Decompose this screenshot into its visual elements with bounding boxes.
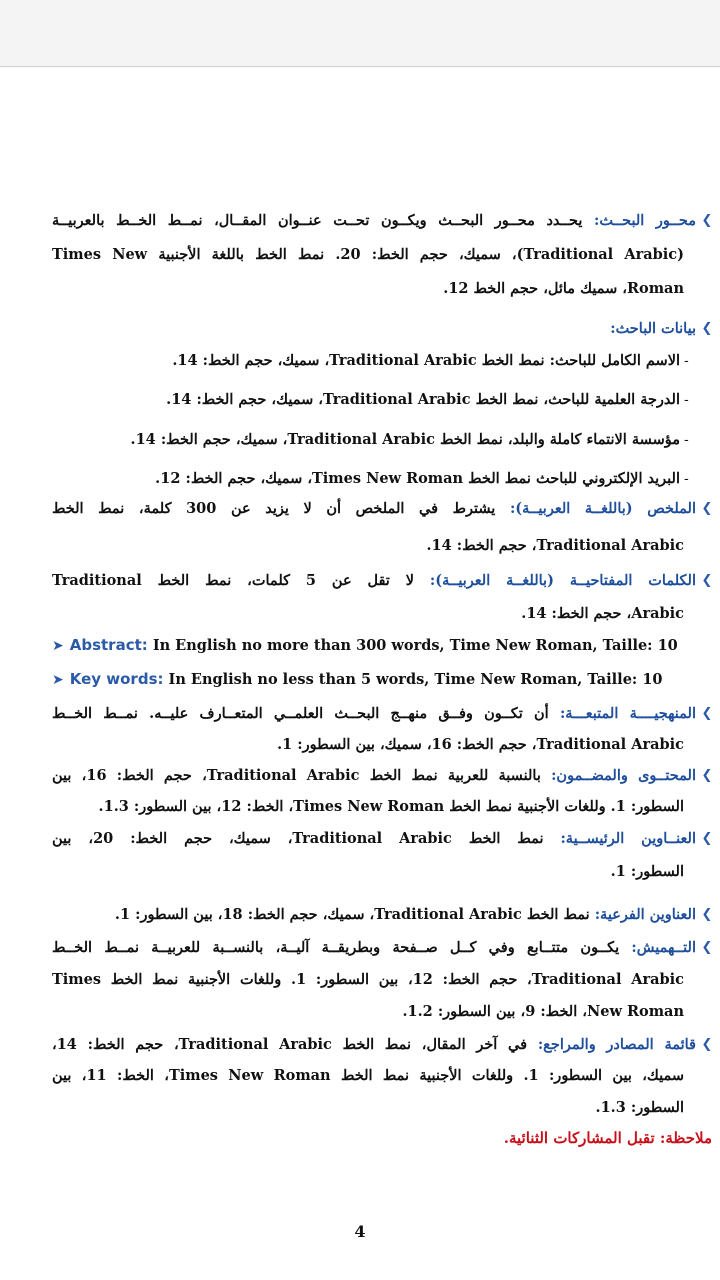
text-line: محــور البحــث: يحــدد محــور البحــث ويكــون تحــت عنــوان المقــال، نمــط الخــط بالعربيــة [52, 212, 696, 229]
text-line: السطور: 1. وللغات الأجنبية نمط الخط Times New Roman، الخط: 12، بين السطور: 1.3. [98, 798, 684, 815]
text-line: Traditional Arabic، حجم الخط: 16، سميك، بين السطور: 1. [277, 736, 684, 753]
text-line: المحتــوى والمضــمون: بالنسبة للعربية نمط الخط Traditional Arabic، حجم الخط: 16، بين [52, 767, 696, 784]
bullet-arrow-icon: ❮ [701, 768, 713, 783]
section-heading: Key words: [69, 670, 164, 688]
text-line: Arabic، حجم الخط: 14. [521, 605, 684, 622]
text-line: Roman، سميك مائل، حجم الخط 12. [443, 280, 684, 297]
text-line: السطور: 1. [610, 863, 684, 880]
text-line: (Traditional Arabic)، سميك، حجم الخط: 20. نمط الخط باللغة الأجنبية Times New [52, 246, 684, 263]
text-line: العناوين الفرعية: نمط الخط Traditional Arabic، سميك، حجم الخط: 18، بين السطور: 1. [114, 906, 696, 923]
section-heading: العنــاوين الرئيســية: [560, 830, 696, 847]
section-heading: الكلمات المفتاحيــة (باللغــة العربيــة): [429, 572, 696, 589]
abstract-line: ➤ Abstract: In English no more than 300 words, Time New Roman, Taille: 10 [52, 636, 678, 654]
text-line: الملخص (باللغــة العربيــة): يشترط في الملخص أن لا يزيد عن 300 كلمة، نمط الخط [52, 500, 696, 517]
dash-bullet: - [684, 353, 689, 369]
text-line: الكلمات المفتاحيــة (باللغــة العربيــة): لا تقل عن 5 كلمات، نمط الخط Traditional [52, 572, 696, 589]
dash-bullet: - [684, 471, 689, 487]
bullet-arrow-icon: ❮ [701, 501, 713, 516]
keywords-line: ➤ Key words: In English no less than 5 words, Time New Roman, Taille: 10 [52, 670, 663, 688]
dash-bullet: - [684, 432, 689, 448]
bullet-arrow-icon: ❮ [701, 706, 713, 721]
section-heading: المنهجيــــة المتبعـــة: [559, 705, 696, 722]
text-line: مؤسسة الانتماء كاملة والبلد، نمط الخط Traditional Arabic، سميك، حجم الخط: 14. [130, 431, 680, 448]
dash-bullet: - [684, 392, 689, 408]
text-line: الدرجة العلمية للباحث، نمط الخط Traditional Arabic، سميك، حجم الخط: 14. [166, 391, 680, 408]
text-line [52, 318, 696, 340]
triangle-bullet-icon: ➤ [52, 672, 64, 688]
section-heading: محــور البحــث: [594, 212, 696, 229]
section-heading: قائمة المصادر والمراجع: [537, 1036, 696, 1053]
section-heading: العناوين الفرعية: [594, 906, 696, 923]
triangle-bullet-icon: ➤ [52, 638, 64, 654]
page-number: 4 [354, 1222, 366, 1241]
bullet-arrow-icon: ❮ [701, 1037, 713, 1052]
text-line: Traditional Arabic، حجم الخط: 12، بين السطور: 1. وللغات الأجنبية نمط الخط Times [52, 971, 684, 988]
text-line: سميك، بين السطور: 1. وللغات الأجنبية نمط الخط Times New Roman، الخط: 11، بين [52, 1067, 684, 1084]
text-line: قائمة المصادر والمراجع: في آخر المقال، نمط الخط Traditional Arabic، حجم الخط: 14، [52, 1036, 696, 1053]
bullet-arrow-icon: ❮ [701, 573, 713, 588]
section-heading: التــهميش: [631, 939, 696, 956]
text-line: السطور: 1.3. [595, 1099, 684, 1116]
text-line: المنهجيــــة المتبعـــة: أن تكــون وفــق منهــج البحــث العلمــي المتعــارف عليــه. نمــط الخــط [52, 705, 696, 722]
section-heading: بيانات الباحث: [610, 320, 696, 337]
text-line: التــهميش: يكــون متتــابع وفي كــل صــفحة وبطريقــة آليــة، بالنســبة للعربيــة نمــط الخــط [52, 939, 696, 956]
section-heading: الملخص (باللغــة العربيــة): [509, 500, 696, 517]
text-line: الاسم الكامل للباحث: نمط الخط Traditional Arabic، سميك، حجم الخط: 14. [172, 352, 680, 369]
bullet-arrow-icon: ❮ [701, 831, 713, 846]
bullet-arrow-icon: ❮ [701, 907, 713, 922]
top-bar [0, 0, 720, 67]
bullet-arrow-icon: ❮ [701, 213, 713, 228]
document-page [0, 80, 720, 1280]
section-heading: Abstract: [69, 636, 148, 654]
text-line: البريد الإلكتروني للباحث نمط الخط Times New Roman، سميك، حجم الخط: 12. [155, 470, 680, 487]
note-text: ملاحظة: تقبل المشاركات الثنائية. [503, 1129, 712, 1147]
text-line: العنــاوين الرئيســية: نمط الخط Traditional Arabic، سميك، حجم الخط: 20، بين [52, 830, 696, 847]
bullet-arrow-icon: ❮ [701, 321, 713, 336]
text-line: New Roman، الخط: 9، بين السطور: 1.2. [402, 1003, 684, 1020]
text-line: Traditional Arabic، حجم الخط: 14. [426, 537, 684, 554]
bullet-arrow-icon: ❮ [701, 940, 713, 955]
section-heading: المحتــوى والمضــمون: [551, 767, 696, 784]
